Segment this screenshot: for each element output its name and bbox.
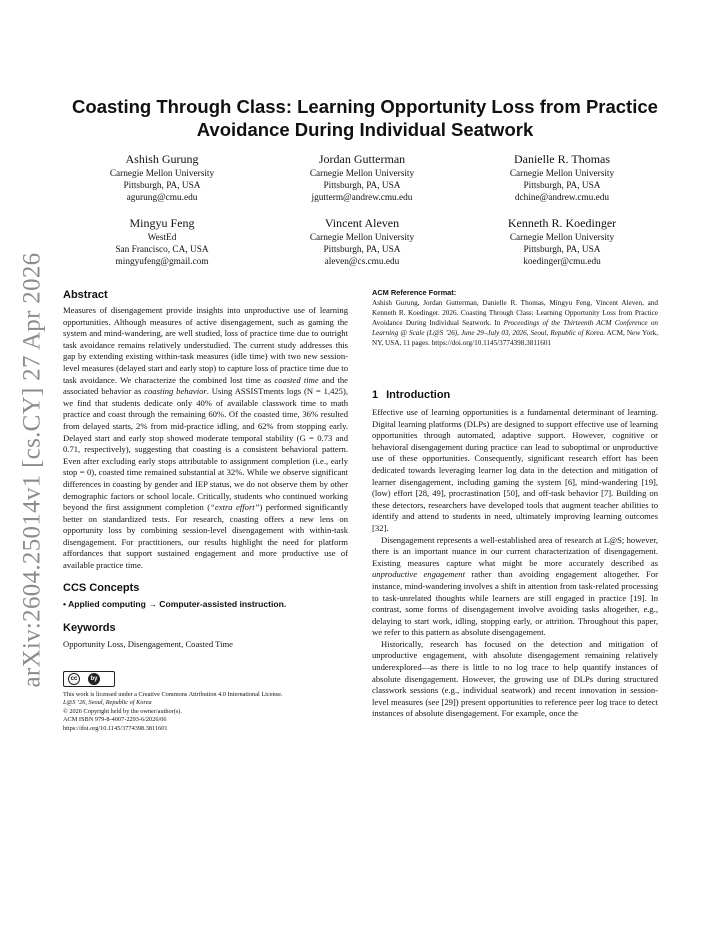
keywords-text: Opportunity Loss, Disengagement, Coasted Time bbox=[63, 638, 233, 649]
arxiv-identifier: arXiv:2604.25014v1 [cs.CY] 27 Apr 2026 bbox=[18, 252, 46, 688]
introduction-body bbox=[372, 407, 658, 720]
author-card bbox=[62, 152, 262, 204]
paper-title: Coasting Through Class: Learning Opportunity Loss from Practice Avoidance During Individual Seatwork bbox=[72, 96, 658, 140]
author-affiliation: Carnegie Mellon University bbox=[309, 233, 415, 243]
attribution-icon: by bbox=[88, 673, 100, 685]
author-email: jgutterm@andrew.cmu.edu bbox=[311, 193, 413, 203]
author-name: Mingyu Feng bbox=[129, 216, 195, 230]
author-card bbox=[62, 216, 262, 268]
license-line: © 2026 Copyright held by the owner/author(s). bbox=[63, 707, 182, 715]
introduction-heading bbox=[372, 388, 658, 402]
reference-segment: ACM, New York, NY, USA, 11 pages. https://doi.org/10.1145/3774398.3811601 bbox=[372, 329, 658, 347]
author-card bbox=[462, 152, 662, 204]
acm-reference-text bbox=[372, 298, 658, 348]
author-card bbox=[462, 216, 662, 268]
author-location: Pittsburgh, PA, USA bbox=[123, 181, 201, 191]
reference-segment: Ashish Gurung, Jordan Gutterman, Danielle R. Thomas, Mingyu Feng, Vincent Aleven, and Kenneth R. Koedinger. 2026. Coasting Through Class: Learning Opportunity Loss from Practice Avoidance During Individual Seatwork. In bbox=[372, 299, 658, 327]
ccs-concepts-text: • Applied computing → Computer-assisted instruction. bbox=[63, 598, 287, 609]
section-number: 1 bbox=[372, 389, 379, 401]
intro-paragraph: Effective use of learning opportunities is a fundamental determinant of learning. Digital learning platforms (DLPs) are designed to support effective use of learning opportunities through automated, adaptive support. However, cognitive or behavioral disengagement during practice can lead to suboptimal or unproductive use of these opportunities. Consequently, significant research effort has been dedicated towards leveraging learner log data in the detection and mitigation of learner disengagement, including gaming the system [6], mind-wandering [19], (low) effort [28, 49], procrastination [50], and off-task behavior [7]. Building on these detectors, researchers have developed tools that augment teacher abilities to identify and attend to students in need, ultimately improving learning outcomes [32]. bbox=[372, 407, 658, 533]
author-affiliation: Carnegie Mellon University bbox=[109, 169, 215, 179]
author-block bbox=[62, 152, 662, 268]
abstract-text bbox=[63, 305, 348, 572]
reference-proceedings: Proceedings of the Thirteenth ACM Conference on Learning @ Scale (L@S ’26), June 29–July 03, 2026, Seoul, Republic of Korea. bbox=[372, 319, 659, 337]
abstract-emphasis: “extra effort” bbox=[210, 502, 260, 513]
author-affiliation: Carnegie Mellon University bbox=[509, 169, 615, 179]
author-email: dchine@andrew.cmu.edu bbox=[514, 193, 610, 203]
author-location: Pittsburgh, PA, USA bbox=[323, 181, 401, 191]
author-card bbox=[262, 152, 462, 204]
license-block bbox=[63, 671, 348, 734]
author-name: Jordan Gutterman bbox=[318, 152, 406, 166]
abstract-text-segment: . Using ASSISTments logs (N = 1,425), we find that students dedicate only 40% of available classwork time to math practice and coast through the remaining 60%. Of the coasted time, 36% resulted from delayed starts, 2% from mid-practice idling, and 62% from stopping early. Delayed start and early stop showed moderate temporal stability (G = 0.73 and 0.71, respectively), suggesting that coasting is a consistent behavioral pattern. Even after excluding early stops attributable to assignment completion (i.e., early stop = 0), coasted time remained substantial at 32%. While we observe significant differences in coasting by gender and IEP status, we do not observe them by other demographic factors or school locale. Critically, students who continued working beyond the first assignment completion ( bbox=[63, 386, 348, 513]
paragraph-segment: Disengagement represents a well-established area of research at L@S; however, there is an important nuance in our current characterization of disengagement. Existing measures capture what might be more accurately described as bbox=[372, 534, 658, 568]
license-line: This work is licensed under a Creative Commons Attribution 4.0 International License. bbox=[63, 690, 283, 698]
author-name: Ashish Gurung bbox=[125, 152, 199, 166]
cc-icon: cc bbox=[68, 673, 80, 685]
abstract-emphasis: coasting behavior bbox=[144, 386, 207, 397]
author-name: Danielle R. Thomas bbox=[513, 152, 611, 166]
author-location: San Francisco, CA, USA bbox=[115, 245, 209, 255]
intro-paragraph: Historically, research has focused on the detection and mitigation of unproductive engagement, with absolute disengagement remaining relatively underexplored—as there is little to no log trace to help quantify instances of absolute disengagement. However, the growing use of DLPs during structured classwork sessions (e.g., individual seatwork) and recent innovation in session-level measures (see [29]) present opportunities to reference peer log trace to detect instances of absolute disengagement. For example, once the bbox=[372, 638, 658, 719]
creative-commons-badge bbox=[63, 671, 115, 687]
keywords-heading: Keywords bbox=[63, 621, 116, 634]
abstract-text-segment: ) performed significantly better on standardized tests. For research, coasting offers a new lens on opportunity loss by combining session-level disengagement with within-task disengagement. For practitioners, our results highlight the need for platform affordances that support sustained engagement and more productive use of available practice time. bbox=[63, 502, 349, 571]
author-email: mingyufeng@gmail.com bbox=[115, 257, 209, 267]
license-line: L@S ’26, Seoul, Republic of Korea bbox=[63, 699, 152, 707]
intro-paragraph bbox=[372, 535, 658, 639]
author-email: aleven@cs.cmu.edu bbox=[324, 257, 400, 267]
left-column bbox=[63, 288, 348, 734]
section-title: Introduction bbox=[386, 389, 451, 401]
abstract-emphasis: coasted time bbox=[274, 374, 319, 385]
author-affiliation: Carnegie Mellon University bbox=[309, 169, 415, 179]
author-location: Pittsburgh, PA, USA bbox=[523, 181, 601, 191]
author-name: Kenneth R. Koedinger bbox=[507, 216, 617, 230]
author-location: Pittsburgh, PA, USA bbox=[523, 245, 601, 255]
abstract-heading: Abstract bbox=[63, 289, 108, 301]
acm-reference-heading: ACM Reference Format: bbox=[372, 288, 457, 297]
author-name: Vincent Aleven bbox=[324, 216, 400, 230]
ccs-concepts-heading: CCS Concepts bbox=[63, 581, 140, 594]
abstract-text-segment: Measures of disengagement provide insights into unproductive use of learning opportunities. Although measures of active disengagement, such as gaming the system and mind-wandering, are well studied, loss of practice time due to outright task avoidance remains relatively understudied. The current study addresses this gap by extending existing within-task measures (idle time) with two new session-level measures (delayed start and early stop) to capture loss of practice time due to task avoidance. We characterize the combined lost time as bbox=[63, 305, 348, 385]
license-line: https://doi.org/10.1145/3774398.3811601 bbox=[63, 725, 168, 733]
license-line: ACM ISBN 979-8-4007-2293-6/2026/06 bbox=[63, 716, 167, 724]
author-affiliation: WestEd bbox=[147, 233, 177, 243]
author-affiliation: Carnegie Mellon University bbox=[509, 233, 615, 243]
author-email: agurung@cmu.edu bbox=[126, 193, 198, 203]
right-column bbox=[372, 288, 658, 720]
paragraph-emphasis: unproductive engagement bbox=[372, 569, 465, 580]
abstract-text-segment: and the associated behavior as bbox=[63, 374, 348, 397]
author-card bbox=[262, 216, 462, 268]
arxiv-stamp bbox=[10, 252, 54, 688]
author-email: koedinger@cmu.edu bbox=[523, 257, 601, 267]
license-text bbox=[63, 691, 348, 734]
author-location: Pittsburgh, PA, USA bbox=[323, 245, 401, 255]
paragraph-segment: rather than avoiding engagement altogether. For instance, mind-wandering involves a shift in attention from task-related processing to task-unrelated thoughts while learners are still engaged in practice [19]. In contrast, some forms of disengagement involve avoiding tasks altogether, e.g., delaying to start work, idling, stopping early, or attrition. Throughout this paper, we refer to this pattern as absolute disengagement. bbox=[372, 569, 658, 638]
